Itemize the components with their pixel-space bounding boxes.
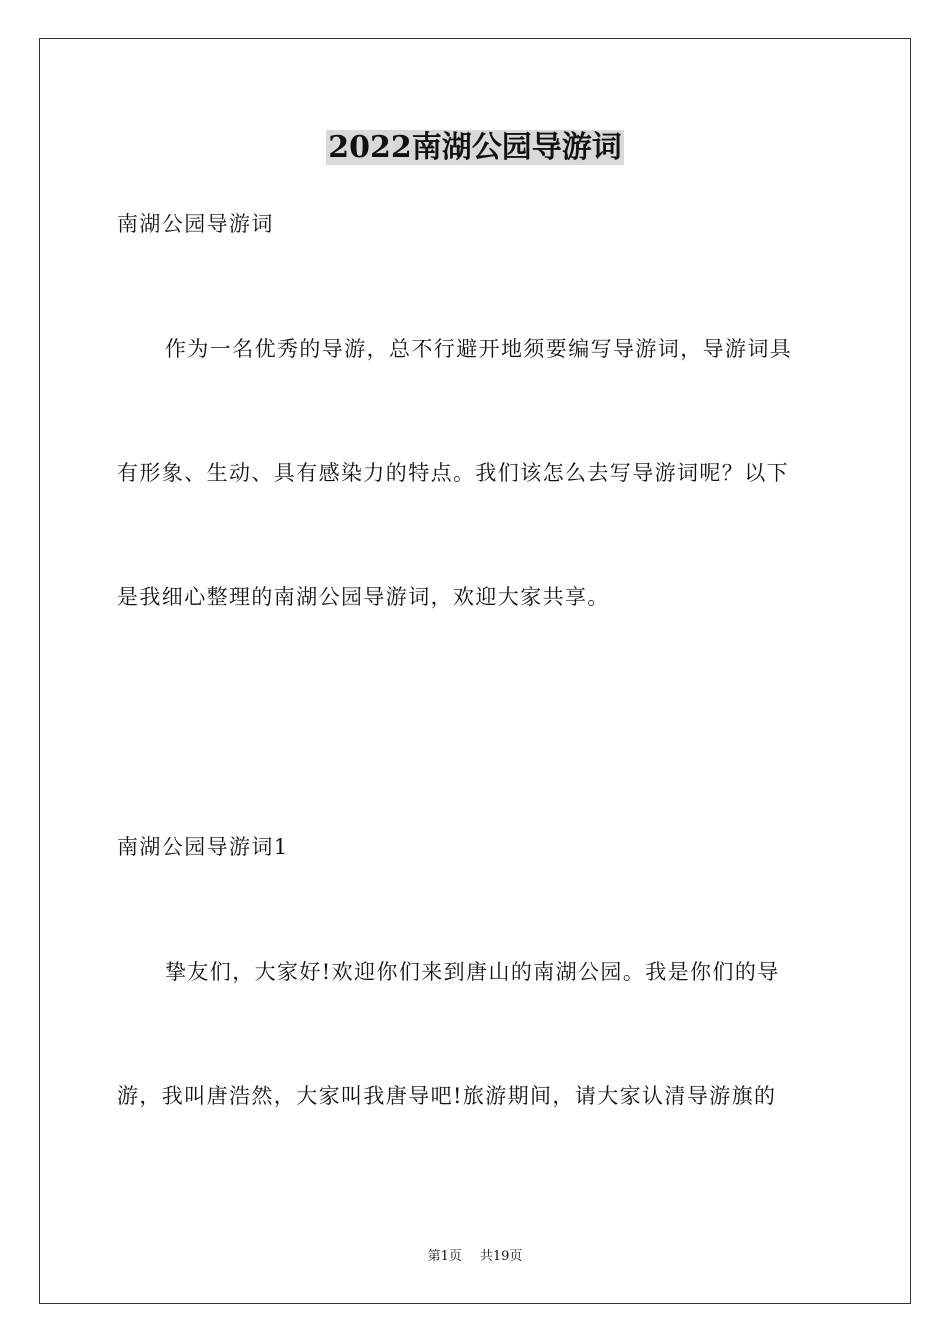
document-subtitle: 南湖公园导游词 [117, 212, 274, 236]
section-paragraph-line: 游，我叫唐浩然，大家叫我唐导吧!旅游期间，请大家认清导游旗的 [117, 1084, 777, 1108]
document-title-text: 2022南湖公园导游词 [328, 130, 622, 165]
paragraph-line: 是我细心整理的南湖公园导游词，欢迎大家共享。 [117, 585, 610, 609]
page-footer [0, 1248, 950, 1266]
page-total: 共19页 [479, 1249, 523, 1264]
paragraph-line: 有形象、生动、具有感染力的特点。我们该怎么去写导游词呢？以下 [117, 461, 789, 485]
page-number: 第1页 [427, 1249, 462, 1264]
document-title [0, 128, 950, 168]
paragraph-line: 作为一名优秀的导游，总不行避开地须要编写导游词，导游词具 [165, 337, 793, 361]
section-paragraph-line: 挚友们，大家好!欢迎你们来到唐山的南湖公园。我是你们的导 [165, 960, 780, 984]
section-heading: 南湖公园导游词1 [117, 835, 289, 859]
